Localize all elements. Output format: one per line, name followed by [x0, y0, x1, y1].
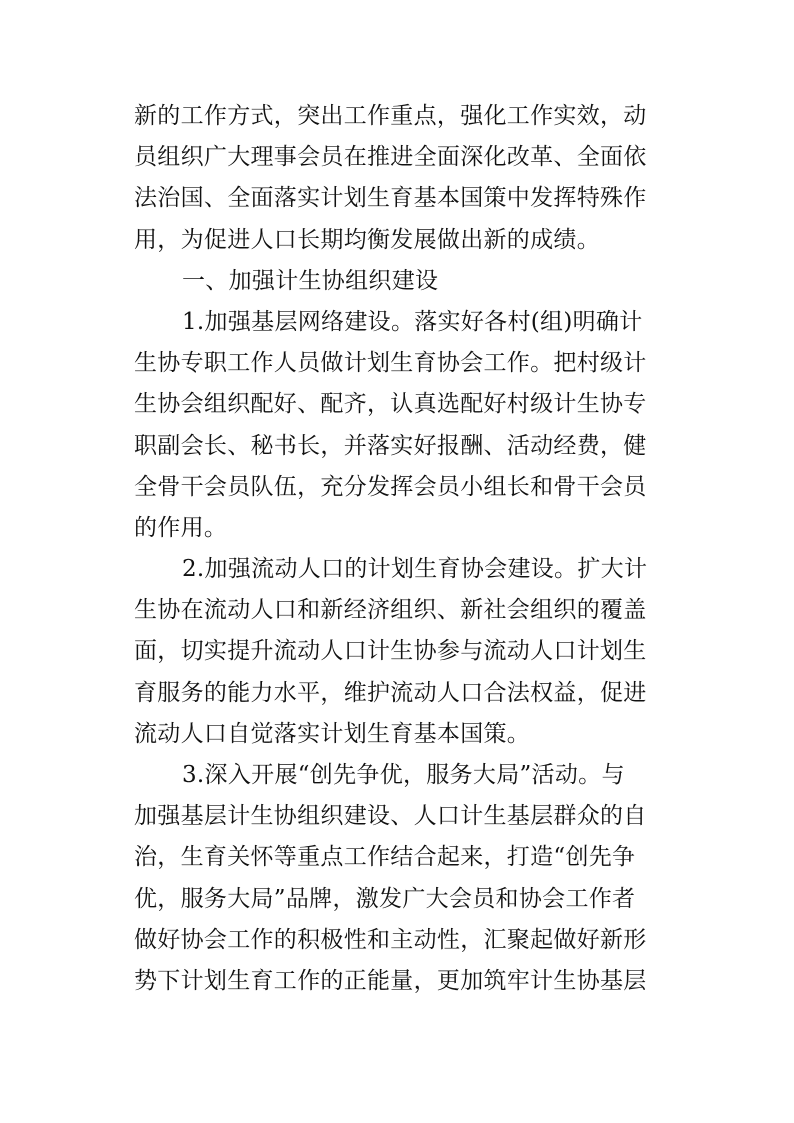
- body-text-line: 新的工作方式，突出工作重点，强化工作实效，动: [134, 103, 647, 129]
- body-text-line: 加强基层计生协组织建设、人口计生基层群众的自: [134, 803, 647, 830]
- body-text-line: 优，服务大局”品牌，激发广大会员和协会工作者: [134, 885, 636, 912]
- section-heading: 一、加强计生协组织建设: [182, 267, 439, 294]
- body-text-line: 流动人口自觉落实计划生育基本国策。: [134, 720, 531, 747]
- body-text-line: 势下计划生育工作的正能量，更加筑牢计生协基层: [134, 967, 647, 994]
- body-text-line: 生协会组织配好、配齐，认真选配好村级计生协专: [134, 391, 647, 418]
- body-text-line: 的作用。: [134, 514, 228, 541]
- body-text-line: 用，为促进人口长期均衡发展做出新的成绩。: [134, 226, 600, 253]
- body-text-line: 治，生育关怀等重点工作结合起来，打造“创先争: [134, 844, 636, 871]
- body-text-line: 生协在流动人口和新经济组织、新社会组织的覆盖: [134, 597, 647, 624]
- body-text-line: 员组织广大理事会员在推进全面深化改革、全面依: [134, 144, 647, 171]
- body-text-line: 生协专职工作人员做计划生育协会工作。把村级计: [134, 350, 647, 377]
- item-1-first-line: 1.加强基层网络建设。落实好各村(组)明确计: [182, 308, 643, 335]
- document-body: [134, 96, 660, 1002]
- body-text-line: 面，切实提升流动人口计生协参与流动人口计划生: [134, 638, 647, 665]
- item-2-first-line: 2.加强流动人口的计划生育协会建设。扩大计: [182, 556, 648, 583]
- body-text-line: 职副会长、秘书长，并落实好报酬、活动经费，健: [134, 432, 647, 459]
- body-text-line: 法治国、全面落实计划生育基本国策中发挥特殊作: [134, 185, 647, 212]
- body-text-line: 全骨干会员队伍，充分发挥会员小组长和骨干会员: [134, 473, 647, 500]
- body-text-line: 做好协会工作的积极性和主动性，汇聚起做好新形: [134, 926, 647, 953]
- item-3-first-line: 3.深入开展“创先争优，服务大局”活动。与: [182, 762, 625, 788]
- body-text-line: 育服务的能力水平，维护流动人口合法权益，促进: [134, 679, 647, 706]
